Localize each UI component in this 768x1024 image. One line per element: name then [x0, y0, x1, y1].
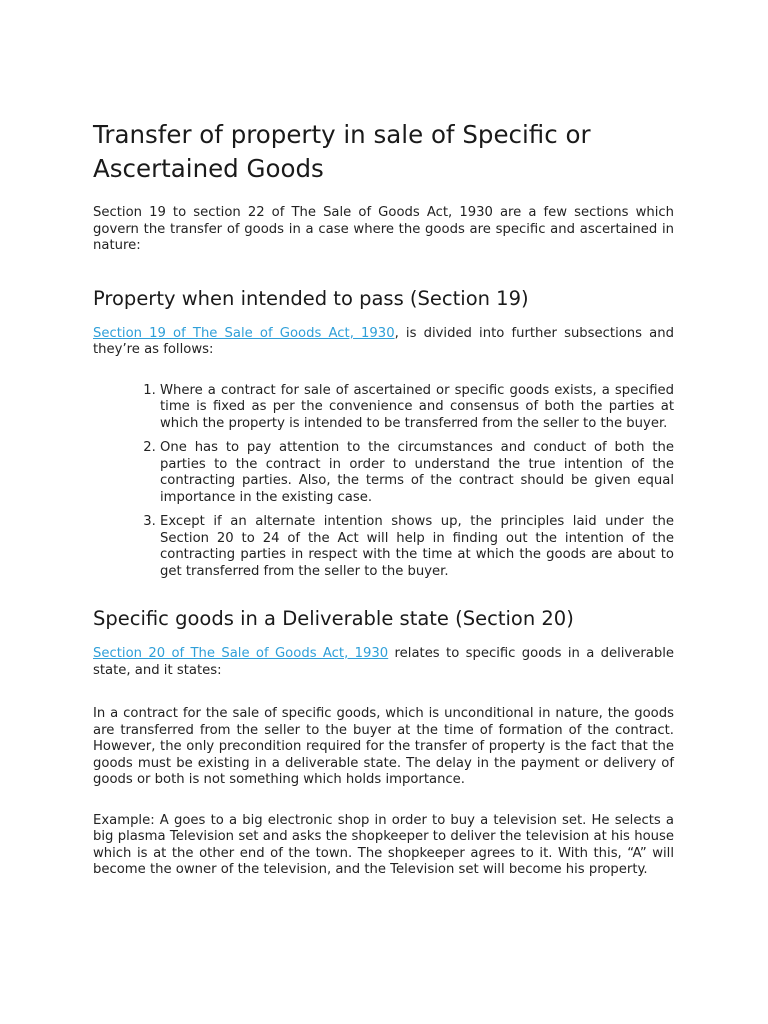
section-19-intro-text: , is divided into further subsections and they’re as follows: — [93, 325, 674, 357]
section-19-intro-paragraph — [93, 326, 674, 359]
list-item: 1. Where a contract for sale of ascertained or specific goods exists, a specified time is fixed as per the convenience and consensus of both the parties at which the property is intended to be transferred from the seller to the buyer. — [160, 383, 674, 433]
example-paragraph: Example: A goes to a big electronic shop in order to buy a television set. He selects a big plasma Television set and asks the shopkeeper to deliver the television at his house which is at the other end of the town. The shopkeeper agrees to it. With this, “A” will become the owner of the television, and the Television set will become his property. — [93, 812, 674, 877]
section-20-intro-paragraph — [93, 646, 674, 679]
section-20-body-paragraph: In a contract for the sale of specific goods, which is unconditional in nature, the goods are transferred from the seller to the buyer at the time of formation of the contract. However, the only precondition required for the transfer of property is the fact that the goods must be existing in a deliverable state. The delay in the payment or delivery of goods or both is not something which holds importance. — [93, 706, 674, 787]
page-title: Transfer of property in sale of Specific or Ascertained Goods — [93, 120, 591, 183]
intro-paragraph: Section 19 to section 22 of The Sale of Goods Act, 1930 are a few sections which govern the transfer of goods in a case where the goods are specific and ascertained in nature: — [93, 205, 674, 253]
section-20-intro-text: relates to specific goods in a deliverable state, and it states: — [93, 646, 674, 678]
document-page — [93, 118, 674, 879]
list-item: 2. One has to pay attention to the circumstances and conduct of both the parties to the contract in order to understand the true intention of the contracting parties. Also, the terms of the contract should be given equal importance in the existing case. — [160, 440, 674, 506]
section-20-heading: Specific goods in a Deliverable state (Section 20) — [93, 607, 574, 630]
section-19-list — [93, 383, 674, 581]
section-19-heading: Property when intended to pass (Section 19) — [93, 286, 529, 310]
list-item: 3. Except if an alternate intention shows up, the principles laid under the Section 20 to 24 of the Act will help in finding out the intention of the contracting parties in respect with the time at which the goods are about to get transferred from the seller to the buyer. — [160, 514, 674, 580]
section-19-link[interactable]: Section 19 of The Sale of Goods Act, 1930 — [93, 325, 395, 341]
section-20-link[interactable]: Section 20 of The Sale of Goods Act, 1930 — [93, 646, 389, 661]
